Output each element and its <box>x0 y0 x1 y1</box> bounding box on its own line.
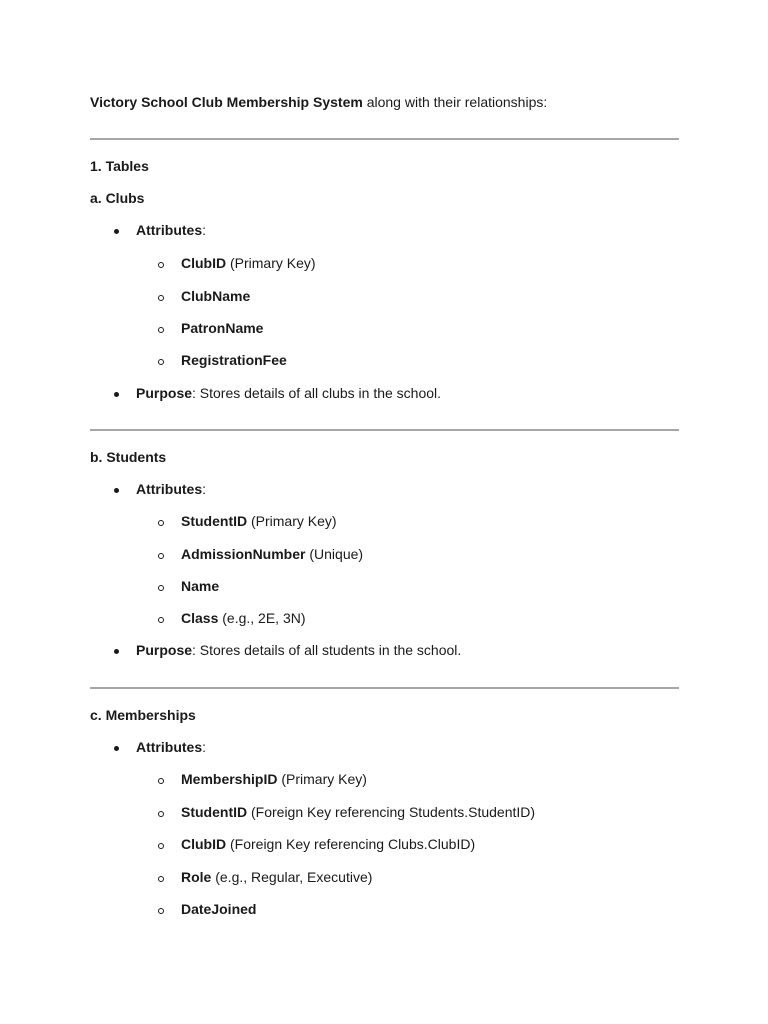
circle-bullet-icon <box>158 520 164 526</box>
section-heading-tables: 1. Tables <box>90 158 149 174</box>
students-attr-studentid: StudentID (Primary Key) <box>181 513 337 529</box>
horizontal-rule <box>90 429 679 431</box>
memberships-attr-membershipid: MembershipID (Primary Key) <box>181 771 367 787</box>
students-heading: b. Students <box>90 449 167 465</box>
memberships-heading: c. Memberships <box>90 707 196 723</box>
clubs-heading: a. Clubs <box>90 190 145 206</box>
students-attr-admissionnumber: AdmissionNumber (Unique) <box>181 546 364 562</box>
circle-bullet-icon <box>158 585 164 591</box>
circle-bullet-icon <box>158 876 164 882</box>
circle-bullet-icon <box>158 811 164 817</box>
memberships-attr-role: Role (e.g., Regular, Executive) <box>181 869 373 885</box>
intro-line <box>90 93 547 111</box>
circle-bullet-icon <box>158 617 164 623</box>
clubs-attr-clubname: ClubName <box>181 288 251 304</box>
clubs-attr-registrationfee: RegistrationFee <box>181 352 287 368</box>
students-attr-name: Name <box>181 578 220 594</box>
circle-bullet-icon <box>158 778 164 784</box>
memberships-attr-clubid: ClubID (Foreign Key referencing Clubs.ClubID) <box>181 836 476 852</box>
system-title: Victory School Club Membership System <box>90 94 363 110</box>
memberships-attributes-label: Attributes: <box>136 739 207 755</box>
circle-bullet-icon <box>158 327 164 333</box>
bullet-icon <box>114 229 119 234</box>
clubs-attr-clubid: ClubID (Primary Key) <box>181 255 316 271</box>
circle-bullet-icon <box>158 262 164 268</box>
circle-bullet-icon <box>158 843 164 849</box>
horizontal-rule <box>90 687 679 689</box>
circle-bullet-icon <box>158 908 164 914</box>
horizontal-rule <box>90 138 679 140</box>
intro-rest: along with their relationships: <box>362 94 548 110</box>
circle-bullet-icon <box>158 553 164 559</box>
memberships-attr-studentid: StudentID (Foreign Key referencing Students.StudentID) <box>181 804 536 820</box>
students-attributes-label: Attributes: <box>136 481 207 497</box>
clubs-attributes-label: Attributes: <box>136 222 207 238</box>
students-purpose: Purpose: Stores details of all students in the school. <box>136 642 462 658</box>
bullet-icon <box>114 746 119 751</box>
bullet-icon <box>114 488 119 493</box>
bullet-icon <box>114 392 119 397</box>
clubs-attr-patronname: PatronName <box>181 320 264 336</box>
students-attr-class: Class (e.g., 2E, 3N) <box>181 610 306 626</box>
memberships-attr-datejoined: DateJoined <box>181 901 257 917</box>
circle-bullet-icon <box>158 295 164 301</box>
circle-bullet-icon <box>158 359 164 365</box>
clubs-purpose: Purpose: Stores details of all clubs in the school. <box>136 385 442 401</box>
bullet-icon <box>114 649 119 654</box>
